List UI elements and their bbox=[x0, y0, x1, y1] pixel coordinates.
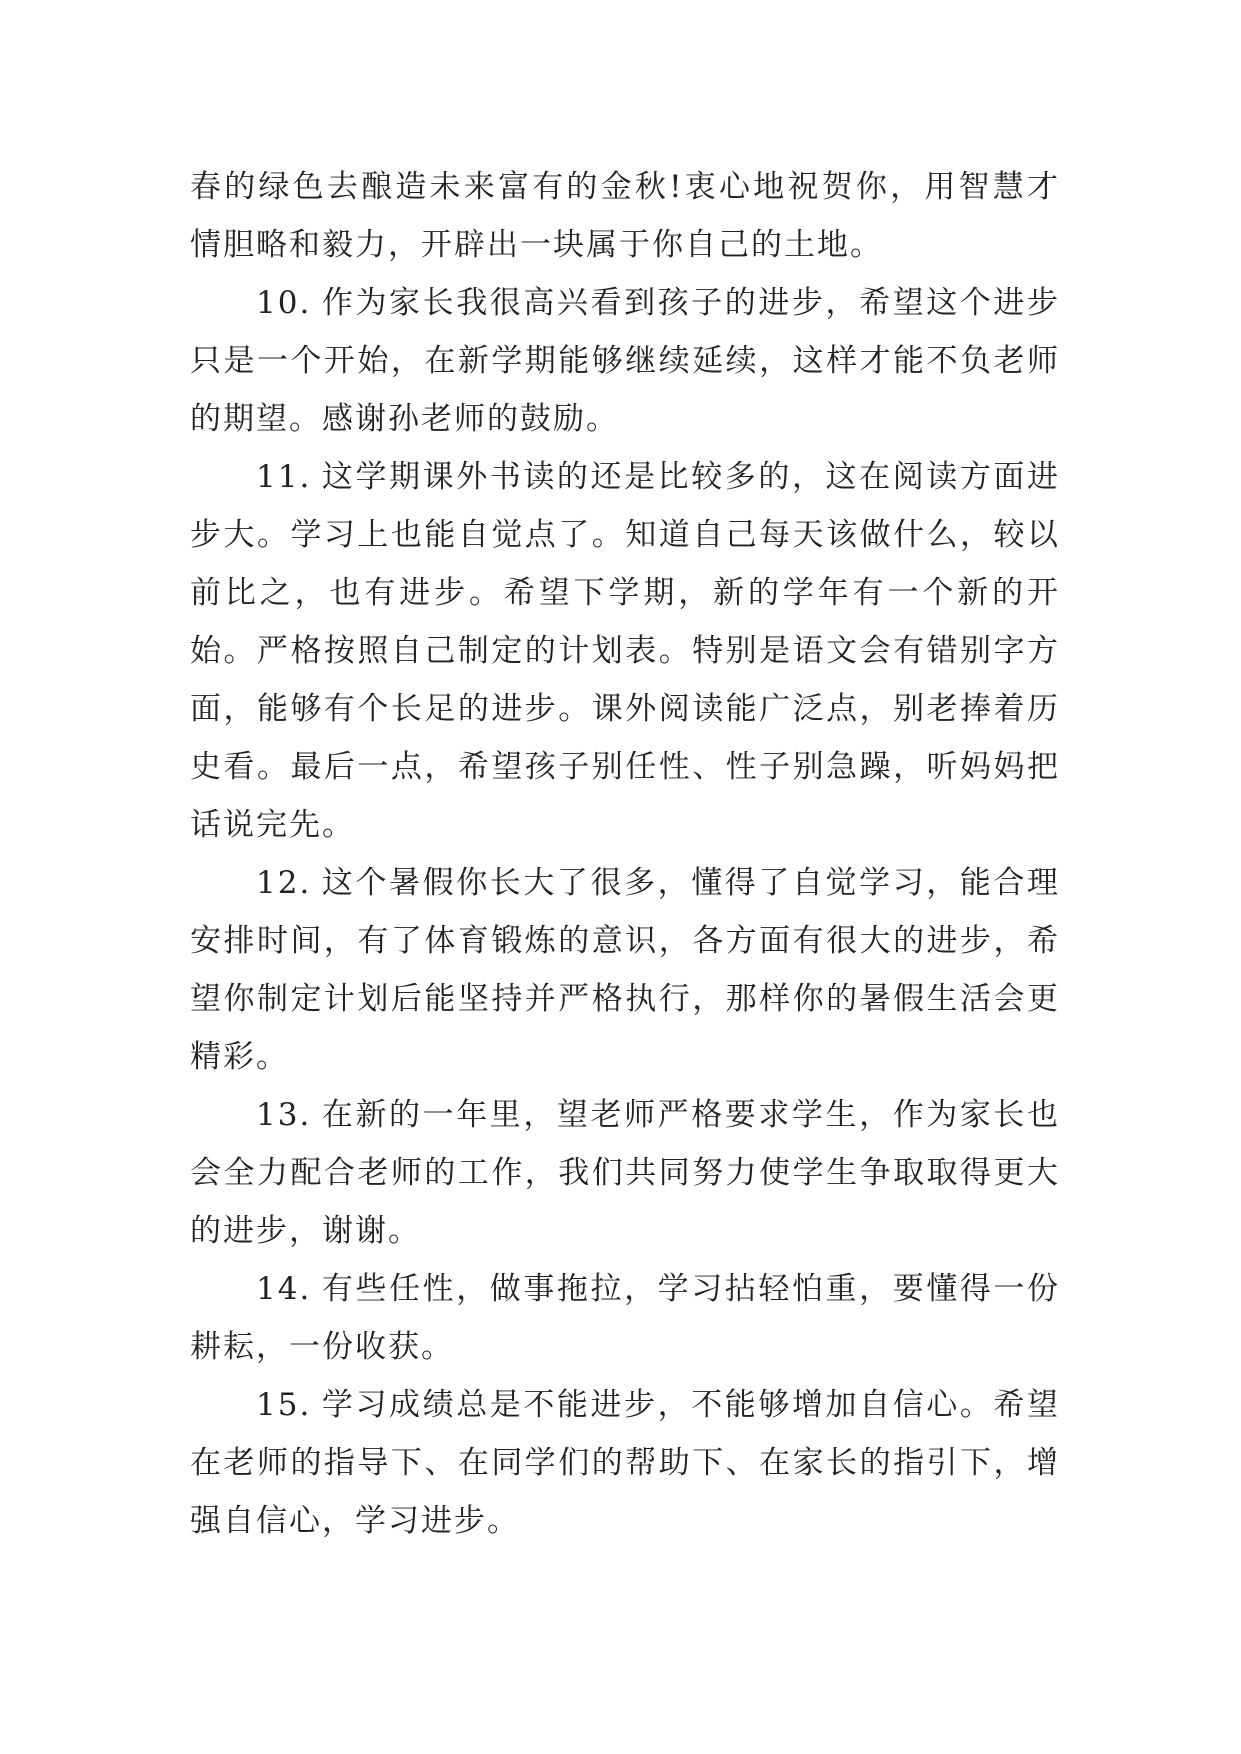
paragraph-number: 11. bbox=[256, 459, 312, 495]
paragraph-15 bbox=[190, 1376, 1060, 1550]
paragraph-13 bbox=[190, 1086, 1060, 1260]
paragraph-number: 10. bbox=[256, 285, 312, 321]
paragraph-12 bbox=[190, 854, 1060, 1086]
paragraph-text: 在新的一年里，望老师严格要求学生，作为家长也会全力配合老师的工作，我们共同努力使学生争取取得更大的进步，谢谢。 bbox=[190, 1097, 1060, 1249]
document-body bbox=[190, 158, 1060, 1550]
paragraph-text: 有些任性，做事拖拉，学习拈轻怕重，要懂得一份耕耘，一份收获。 bbox=[190, 1271, 1060, 1365]
paragraph-text: 这个暑假你长大了很多，懂得了自觉学习，能合理安排时间，有了体育锻炼的意识，各方面有很大的进步，希望你制定计划后能坚持并严格执行，那样你的暑假生活会更精彩。 bbox=[190, 865, 1060, 1075]
paragraph-text: 作为家长我很高兴看到孩子的进步，希望这个进步只是一个开始，在新学期能够继续延续，这样才能不负老师的期望。感谢孙老师的鼓励。 bbox=[190, 285, 1060, 437]
paragraph-text: 这学期课外书读的还是比较多的，这在阅读方面进步大。学习上也能自觉点了。知道自己每天该做什么，较以前比之，也有进步。希望下学期，新的学年有一个新的开始。严格按照自己制定的计划表。特别是语文会有错别字方面，能够有个长足的进步。课外阅读能广泛点，别老捧着历史看。最后一点，希望孩子别任性、性子别急躁，听妈妈把话说完先。 bbox=[190, 459, 1060, 843]
paragraph-continuation bbox=[190, 158, 1060, 274]
paragraph-10 bbox=[190, 274, 1060, 448]
paragraph-text: 学习成绩总是不能进步，不能够增加自信心。希望在老师的指导下、在同学们的帮助下、在家长的指引下，增强自信心，学习进步。 bbox=[190, 1387, 1060, 1539]
paragraph-number: 15. bbox=[256, 1387, 312, 1423]
paragraph-number: 12. bbox=[256, 865, 312, 901]
paragraph-11 bbox=[190, 448, 1060, 854]
paragraph-text: 春的绿色去酿造未来富有的金秋!衷心地祝贺你，用智慧才情胆略和毅力，开辟出一块属于你自己的土地。 bbox=[190, 169, 1060, 263]
paragraph-number: 14. bbox=[256, 1271, 312, 1307]
paragraph-14 bbox=[190, 1260, 1060, 1376]
paragraph-number: 13. bbox=[256, 1097, 312, 1133]
